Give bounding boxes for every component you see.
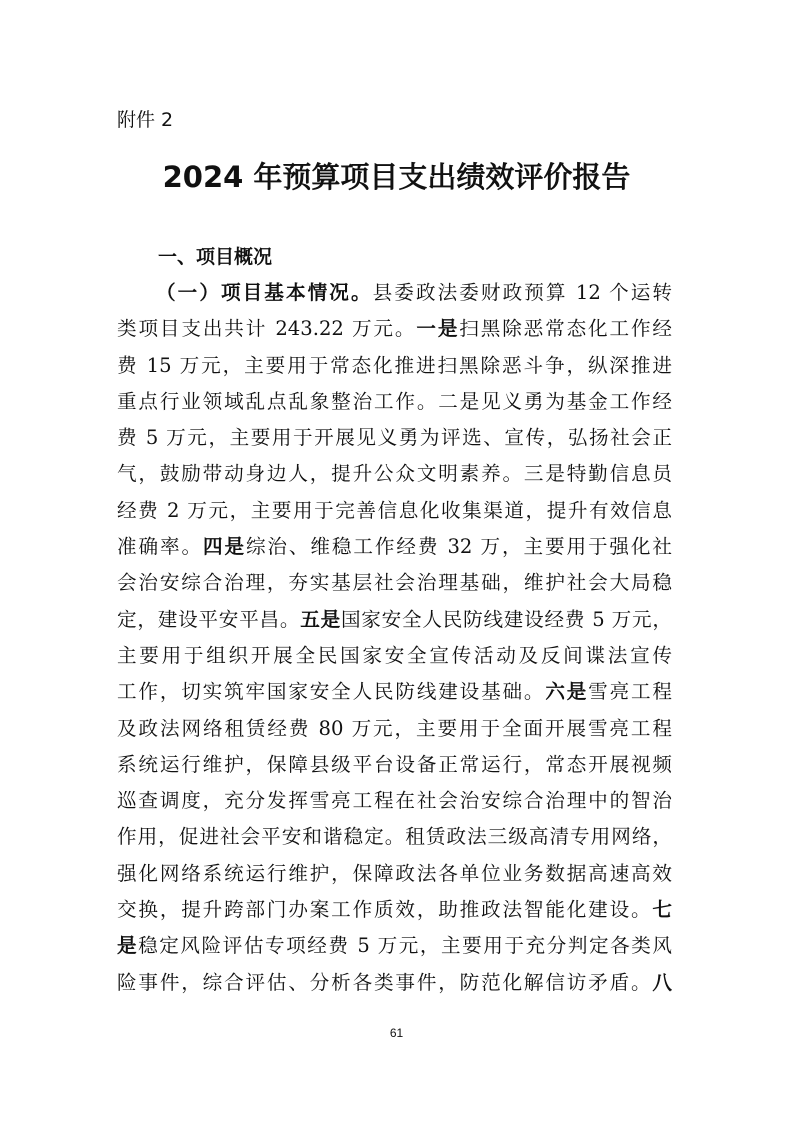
body-paragraph	[117, 275, 672, 1001]
attachment-label: 附件 2	[117, 109, 174, 131]
text-line	[117, 384, 672, 420]
text-run: 作用，促进社会平安和谐稳定。租赁政法三级高清专用网络，	[117, 825, 672, 849]
text-run: 六是	[545, 680, 589, 704]
text-run: 交换，提升跨部门办案工作质效，助推政法智能化建设。	[117, 898, 653, 922]
text-run: 工作，切实筑牢国家安全人民防线建设基础。	[117, 680, 546, 704]
text-line	[117, 420, 672, 456]
text-line	[117, 965, 672, 1001]
text-run: 八	[652, 970, 672, 994]
text-run: 国家安全人民防线建设经费 5 万元，	[340, 607, 672, 631]
section-heading: 一、项目概况	[158, 246, 273, 268]
text-run: 主要用于组织开展全民国家安全宣传活动及反间谍法宣传	[117, 643, 672, 667]
text-run: 重点行业领域乱点乱象整治工作。二是见义勇为基金工作经	[117, 389, 672, 413]
text-line	[117, 747, 672, 783]
document-title: 2024 年预算项目支出绩效评价报告	[162, 160, 631, 194]
text-run: 五是	[300, 607, 341, 631]
text-run: 四是	[202, 535, 246, 559]
text-run: 定，建设平安平昌。	[117, 607, 301, 631]
text-run: 险事件，综合评估、分析各类事件，防范化解信访矛盾。	[117, 970, 653, 994]
text-line	[117, 493, 672, 529]
text-run: 气，鼓励带动身边人，提升公众文明素养。三是特勤信息员	[117, 462, 672, 486]
text-line	[117, 638, 672, 674]
text-line	[117, 602, 672, 638]
text-run: 扫黑除恶常态化工作经	[459, 317, 672, 341]
text-run: 七	[652, 898, 672, 922]
text-run: 经费 2 万元，主要用于完善信息化收集渠道，提升有效信息	[117, 498, 672, 522]
text-run: 费 15 万元，主要用于常态化推进扫黑除恶斗争，纵深推进	[117, 353, 672, 377]
page-number: 61	[389, 1026, 404, 1040]
text-run: 系统运行维护，保障县级平台设备正常运行，常态开展视频	[117, 752, 672, 776]
text-line	[117, 819, 672, 855]
text-run: 费 5 万元，主要用于开展见义勇为评选、宣传，弘扬社会正	[117, 426, 672, 450]
text-run: 会治安综合治理，夯实基层社会治理基础，维护社会大局稳	[117, 571, 672, 595]
text-line	[117, 275, 672, 311]
text-run: 准确率。	[117, 535, 203, 559]
text-line	[117, 856, 672, 892]
text-line	[117, 311, 672, 347]
text-run: 强化网络系统运行维护，保障政法各单位业务数据高速高效	[117, 861, 672, 885]
text-line	[117, 892, 672, 928]
text-run: 巡查调度，充分发挥雪亮工程在社会治安综合治理中的智治	[117, 789, 672, 813]
text-line	[117, 348, 672, 384]
text-line	[117, 674, 672, 710]
text-line	[117, 456, 672, 492]
text-run: 类项目支出共计 243.22 万元。	[117, 317, 417, 341]
text-run: 是	[117, 934, 139, 958]
text-run: 县委政法委财政预算 12 个运转	[372, 281, 672, 304]
text-run: 及政法网络租赁经费 80 万元，主要用于全面开展雪亮工程	[117, 716, 672, 740]
text-line	[117, 711, 672, 747]
text-line	[117, 565, 672, 601]
text-line	[117, 928, 672, 964]
text-run: 综治、维稳工作经费 32 万，主要用于强化社	[245, 535, 672, 559]
text-run: （一）项目基本情况。	[156, 281, 373, 304]
text-run: 一是	[416, 317, 460, 341]
text-line	[117, 783, 672, 819]
text-run: 稳定风险评估专项经费 5 万元，主要用于充分判定各类风	[138, 934, 672, 958]
text-run: 雪亮工程	[588, 680, 672, 704]
text-line	[117, 529, 672, 565]
